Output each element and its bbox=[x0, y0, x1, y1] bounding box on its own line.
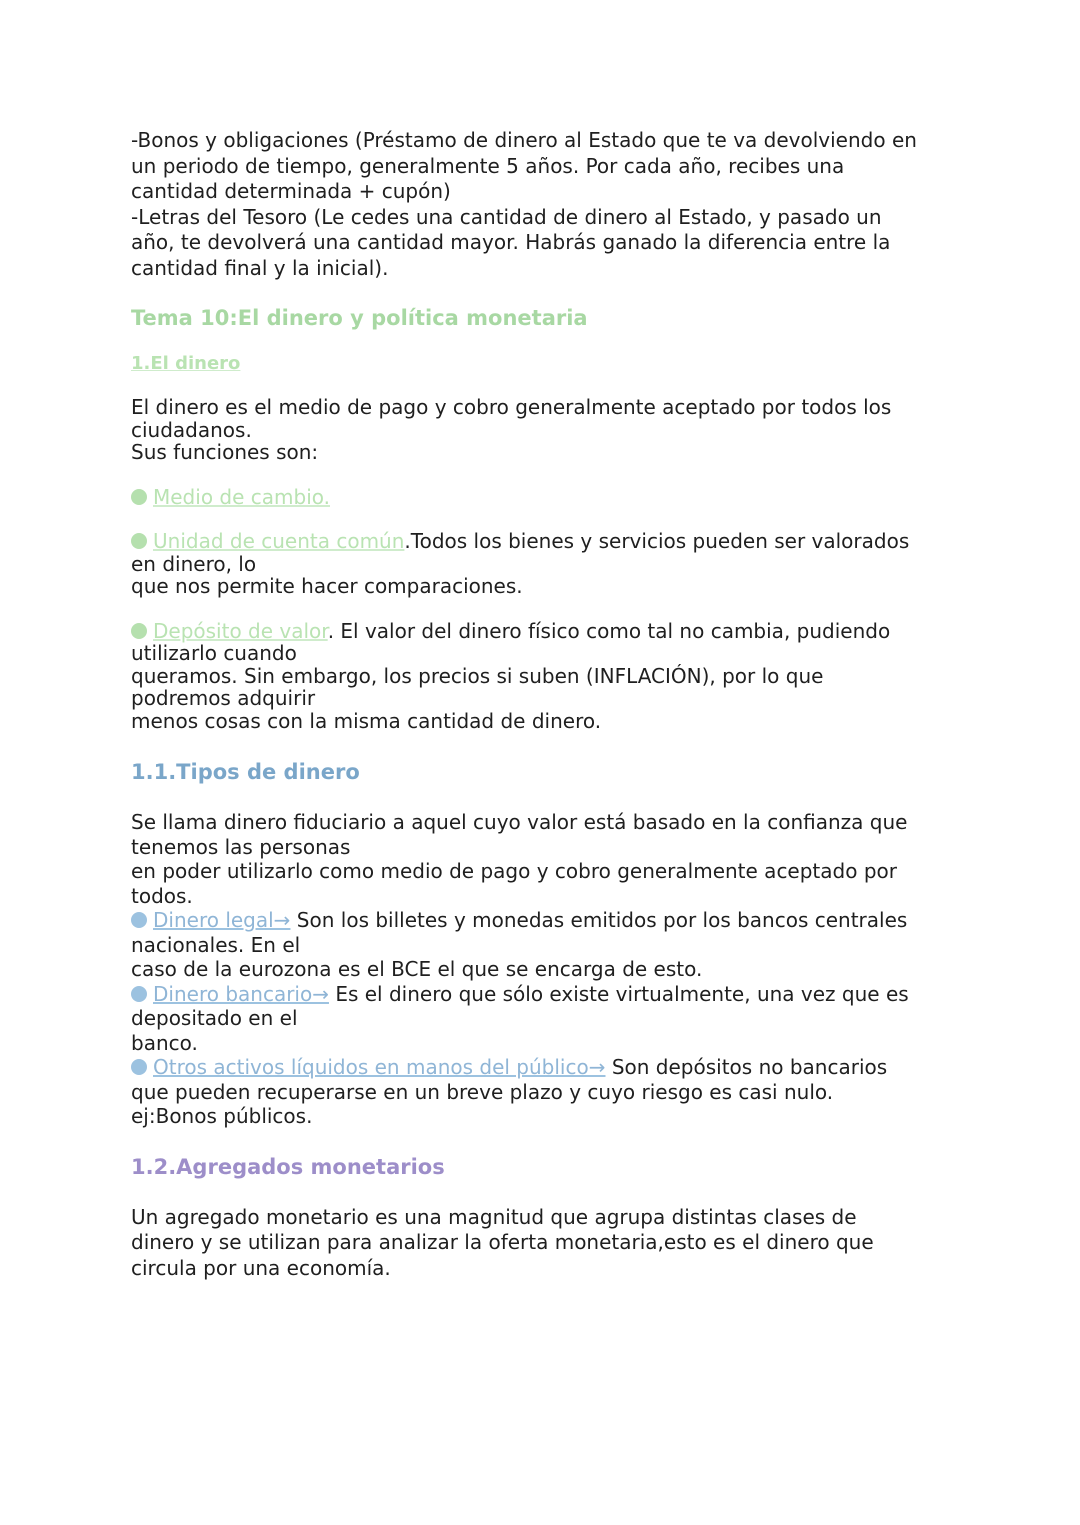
text-line: Un agregado monetario es una magnitud que agrupa distintas clases de bbox=[131, 1204, 857, 1229]
text-span: Son los billetes y monedas emitidos por los bancos centrales bbox=[290, 908, 908, 932]
text-line: depositado en el bbox=[131, 1006, 298, 1030]
text-span: Son depósitos no bancarios bbox=[605, 1055, 888, 1079]
text-line: dinero y se utilizan para analizar la oferta monetaria,esto es el dinero que bbox=[131, 1230, 874, 1254]
document-page bbox=[131, 128, 951, 1281]
function-item-unidad-de-cuenta bbox=[131, 530, 951, 598]
bullet-dot-icon bbox=[131, 912, 147, 928]
tipo-item-dinero-bancario bbox=[131, 982, 951, 1056]
text-line bbox=[131, 620, 951, 643]
text-line: caso de la eurozona es el BCE el que se encarga de esto. bbox=[131, 957, 703, 981]
text-line: Se llama dinero fiduciario a aquel cuyo valor está basado en la confianza que bbox=[131, 810, 908, 834]
function-item-medio-de-cambio bbox=[131, 486, 951, 509]
bullet-dot-icon bbox=[131, 623, 147, 639]
text-line: queramos. Sin embargo, los precios si suben (INFLACIÓN), por lo que bbox=[131, 663, 824, 688]
text-line: menos cosas con la misma cantidad de dinero. bbox=[131, 708, 602, 733]
dinero-definition bbox=[131, 396, 951, 464]
text-span: Es el dinero que sólo existe virtualmente, una vez que es bbox=[328, 981, 909, 1006]
tipo-item-dinero-legal bbox=[131, 908, 951, 982]
section-heading-agregados-monetarios: 1.2.Agregados monetarios bbox=[131, 1154, 445, 1179]
text-line bbox=[131, 982, 951, 1007]
text-line: utilizarlo cuando bbox=[131, 641, 297, 665]
text-line: año, te devolverá una cantidad mayor. Habrás ganado la diferencia entre la bbox=[131, 230, 891, 254]
tipo-item-otros-activos bbox=[131, 1055, 951, 1129]
bullet-dot-icon bbox=[131, 986, 147, 1002]
intro-paragraph bbox=[131, 128, 951, 281]
text-line: circula por una economía. bbox=[131, 1255, 391, 1280]
bullet-dot-icon bbox=[131, 533, 147, 549]
function-link[interactable]: Depósito de valor bbox=[153, 618, 328, 643]
text-line: -Bonos y obligaciones (Préstamo de dinero al Estado que te va devolviendo en bbox=[131, 128, 917, 152]
tipo-link[interactable]: Dinero legal→ bbox=[153, 908, 291, 932]
text-span: . El valor del dinero físico como tal no cambia, pudiendo bbox=[327, 618, 891, 643]
text-line: que pueden recuperarse en un breve plazo y cuyo riesgo es casi nulo. bbox=[131, 1079, 834, 1104]
bullet-dot-icon bbox=[131, 1059, 147, 1075]
tipo-link[interactable]: Otros activos líquidos en manos del público→ bbox=[153, 1055, 606, 1079]
text-span: .Todos los bienes y servicios pueden ser valorados bbox=[404, 529, 910, 553]
text-line: en poder utilizarlo como medio de pago y cobro generalmente aceptado por bbox=[131, 859, 897, 883]
function-link[interactable]: Medio de cambio. bbox=[153, 484, 330, 509]
text-line: cantidad final y la inicial). bbox=[131, 255, 389, 280]
text-line: ej:Bonos públicos. bbox=[131, 1104, 313, 1128]
text-line: -Letras del Tesoro (Le cedes una cantidad de dinero al Estado, y pasado un bbox=[131, 204, 882, 229]
text-line bbox=[131, 530, 951, 553]
tipo-link[interactable]: Dinero bancario→ bbox=[153, 981, 329, 1006]
function-item-deposito-de-valor bbox=[131, 620, 951, 733]
section-heading-tipos-de-dinero: 1.1.Tipos de dinero bbox=[131, 760, 360, 784]
text-line: El dinero es el medio de pago y cobro generalmente aceptado por todos los bbox=[131, 395, 892, 419]
tema-title: Tema 10:El dinero y política monetaria bbox=[131, 306, 588, 330]
agregados-definition bbox=[131, 1205, 951, 1282]
text-line: banco. bbox=[131, 1030, 198, 1055]
text-line: todos. bbox=[131, 883, 193, 908]
text-line: que nos permite hacer comparaciones. bbox=[131, 574, 523, 598]
text-line bbox=[131, 908, 951, 933]
text-line: podremos adquirir bbox=[131, 686, 316, 710]
section-heading-el-dinero[interactable]: 1.El dinero bbox=[131, 353, 241, 374]
text-line: Sus funciones son: bbox=[131, 440, 319, 464]
text-line: ciudadanos. bbox=[131, 417, 252, 442]
text-line: un periodo de tiempo, generalmente 5 años. Por cada año, recibes una bbox=[131, 153, 845, 178]
text-line: nacionales. En el bbox=[131, 932, 301, 957]
text-line: tenemos las personas bbox=[131, 834, 351, 859]
text-line bbox=[131, 1055, 951, 1080]
bullet-dot-icon bbox=[131, 489, 147, 505]
tipos-definition bbox=[131, 810, 951, 908]
text-line: en dinero, lo bbox=[131, 551, 257, 576]
function-link[interactable]: Unidad de cuenta común bbox=[153, 529, 405, 553]
text-line: cantidad determinada + cupón) bbox=[131, 179, 451, 203]
